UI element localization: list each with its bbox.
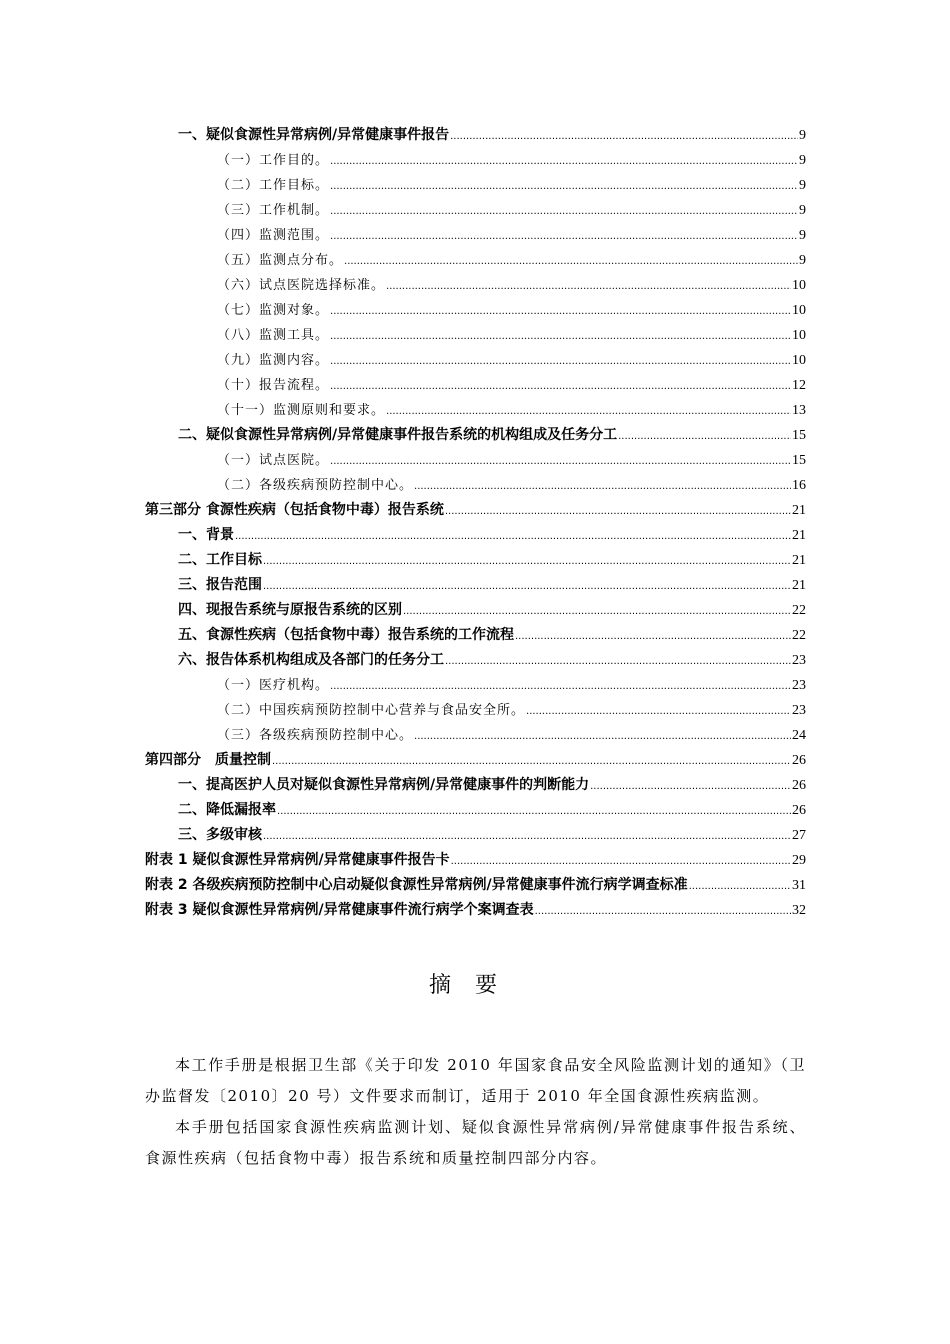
- toc-leader-dots: [451, 852, 791, 868]
- toc-leader-dots: [330, 453, 791, 468]
- toc-leader-dots: [414, 478, 791, 493]
- toc-entry[interactable]: [145, 599, 806, 624]
- toc-entry-title: （六）试点医院选择标准。: [217, 278, 386, 293]
- toc-leader-dots: [330, 178, 798, 193]
- toc-entry[interactable]: [145, 149, 806, 174]
- toc-leader-dots: [689, 877, 791, 893]
- toc-entry-page-number: 21: [792, 503, 806, 518]
- abstract-heading: 摘要: [428, 973, 521, 998]
- toc-leader-dots: [515, 627, 791, 643]
- toc-entry[interactable]: [145, 749, 806, 774]
- toc-entry-title: 五、食源性疾病（包括食物中毒）报告系统的工作流程: [178, 627, 514, 643]
- toc-leader-dots: [263, 827, 791, 843]
- toc-entry-page-number: 31: [792, 878, 806, 893]
- toc-entry-page-number: 10: [792, 353, 806, 368]
- toc-leader-dots: [263, 552, 791, 568]
- toc-entry-page-number: 23: [792, 703, 806, 718]
- toc-entry-page-number: 26: [792, 803, 806, 818]
- toc-entry-title: （一）试点医院。: [217, 453, 330, 468]
- toc-entry-title: 四、现报告系统与原报告系统的区别: [178, 602, 402, 618]
- toc-entry-page-number: 12: [792, 378, 806, 393]
- table-of-contents: [145, 124, 806, 924]
- toc-entry-title: 第四部分 质量控制: [145, 752, 271, 768]
- toc-entry-page-number: 10: [792, 278, 806, 293]
- toc-leader-dots: [330, 328, 791, 343]
- toc-entry-page-number: 27: [792, 828, 806, 843]
- toc-entry[interactable]: [145, 824, 806, 849]
- toc-entry[interactable]: [145, 549, 806, 574]
- toc-leader-dots: [330, 228, 798, 243]
- toc-entry-page-number: 15: [792, 428, 806, 443]
- abstract-paragraph: 本工作手册是根据卫生部《关于印发 2010 年国家食品安全风险监测计划的通知》（卫办监督发〔2010〕20 号）文件要求而制订，适用于 2010 年全国食源性疾病监测。: [145, 1056, 806, 1105]
- toc-leader-dots: [386, 403, 791, 418]
- toc-entry[interactable]: [145, 699, 806, 724]
- toc-leader-dots: [535, 902, 791, 918]
- toc-entry-page-number: 32: [792, 903, 806, 918]
- toc-entry-page-number: 16: [792, 478, 806, 493]
- toc-entry-title: 二、降低漏报率: [178, 802, 276, 818]
- toc-entry[interactable]: [145, 324, 806, 349]
- toc-entry-title: 三、多级审核: [178, 827, 262, 843]
- toc-leader-dots: [235, 527, 791, 543]
- toc-entry-page-number: 10: [792, 328, 806, 343]
- toc-leader-dots: [445, 652, 791, 668]
- toc-entry-page-number: 9: [799, 203, 806, 218]
- toc-entry[interactable]: [145, 274, 806, 299]
- toc-entry-title: （三）工作机制。: [217, 203, 330, 218]
- toc-entry[interactable]: [145, 624, 806, 649]
- toc-entry-title: 附表 2 各级疾病预防控制中心启动疑似食源性异常病例/异常健康事件流行病学调查标准: [145, 877, 688, 893]
- toc-entry-page-number: 29: [792, 853, 806, 868]
- toc-entry-title: （十）报告流程。: [217, 378, 330, 393]
- toc-entry-title: （十一）监测原则和要求。: [217, 403, 386, 418]
- toc-entry-page-number: 21: [792, 553, 806, 568]
- toc-leader-dots: [330, 678, 791, 693]
- toc-entry-page-number: 21: [792, 578, 806, 593]
- toc-entry-page-number: 9: [799, 178, 806, 193]
- toc-entry-title: 三、报告范围: [178, 577, 262, 593]
- toc-entry-title: （四）监测范围。: [217, 228, 330, 243]
- toc-entry[interactable]: [145, 124, 806, 149]
- toc-entry-title: （七）监测对象。: [217, 303, 330, 318]
- toc-entry-page-number: 26: [792, 753, 806, 768]
- toc-entry-title: 一、提高医护人员对疑似食源性异常病例/异常健康事件的判断能力: [178, 777, 590, 793]
- toc-entry[interactable]: [145, 849, 806, 874]
- toc-entry-title: （五）监测点分布。: [217, 253, 344, 268]
- toc-entry[interactable]: [145, 724, 806, 749]
- toc-entry[interactable]: [145, 374, 806, 399]
- toc-leader-dots: [618, 427, 791, 443]
- toc-entry-title: （二）各级疾病预防控制中心。: [217, 478, 414, 493]
- toc-entry-title: 附表 1 疑似食源性异常病例/异常健康事件报告卡: [145, 852, 450, 868]
- toc-entry-title: （一）医疗机构。: [217, 678, 330, 693]
- toc-leader-dots: [344, 253, 798, 268]
- toc-leader-dots: [450, 127, 798, 143]
- toc-entry-title: 二、疑似食源性异常病例/异常健康事件报告系统的机构组成及任务分工: [178, 427, 618, 443]
- toc-leader-dots: [414, 728, 791, 743]
- toc-entry-title: （二）工作目标。: [217, 178, 330, 193]
- toc-leader-dots: [445, 502, 791, 518]
- toc-entry-page-number: 9: [799, 253, 806, 268]
- toc-entry-page-number: 22: [792, 628, 806, 643]
- toc-entry-page-number: 9: [799, 153, 806, 168]
- toc-entry-title: （九）监测内容。: [217, 353, 330, 368]
- toc-entry[interactable]: [145, 474, 806, 499]
- toc-entry[interactable]: [145, 224, 806, 249]
- toc-leader-dots: [526, 703, 791, 718]
- toc-entry-title: （一）工作目的。: [217, 153, 330, 168]
- toc-leader-dots: [330, 378, 791, 393]
- toc-leader-dots: [330, 353, 791, 368]
- toc-entry-title: 一、疑似食源性异常病例/异常健康事件报告: [178, 127, 450, 143]
- toc-entry[interactable]: [145, 299, 806, 324]
- toc-entry-page-number: 21: [792, 528, 806, 543]
- toc-entry[interactable]: [145, 799, 806, 824]
- toc-entry-title: 附表 3 疑似食源性异常病例/异常健康事件流行病学个案调查表: [145, 902, 534, 918]
- toc-entry[interactable]: [145, 774, 806, 799]
- toc-entry-page-number: 26: [792, 778, 806, 793]
- toc-entry-page-number: 22: [792, 603, 806, 618]
- toc-entry-title: （三）各级疾病预防控制中心。: [217, 728, 414, 743]
- toc-entry[interactable]: [145, 674, 806, 699]
- toc-entry-title: 六、报告体系机构组成及各部门的任务分工: [178, 652, 444, 668]
- toc-entry[interactable]: [145, 249, 806, 274]
- toc-entry[interactable]: [145, 499, 806, 524]
- toc-entry[interactable]: [145, 449, 806, 474]
- toc-entry[interactable]: [145, 174, 806, 199]
- toc-entry-title: 一、背景: [178, 527, 234, 543]
- toc-entry-title: 二、工作目标: [178, 552, 262, 568]
- toc-leader-dots: [403, 602, 791, 618]
- toc-entry-page-number: 23: [792, 678, 806, 693]
- toc-entry[interactable]: [145, 874, 806, 899]
- toc-entry-title: （八）监测工具。: [217, 328, 330, 343]
- toc-leader-dots: [590, 777, 791, 793]
- toc-entry-page-number: 15: [792, 453, 806, 468]
- toc-entry-title: （二）中国疾病预防控制中心营养与食品安全所。: [217, 703, 526, 718]
- toc-entry-page-number: 13: [792, 403, 806, 418]
- toc-entry-page-number: 23: [792, 653, 806, 668]
- toc-entry-title: 第三部分 食源性疾病（包括食物中毒）报告系统: [145, 502, 444, 518]
- toc-entry-page-number: 24: [792, 728, 806, 743]
- toc-entry-page-number: 10: [792, 303, 806, 318]
- toc-leader-dots: [263, 577, 791, 593]
- toc-leader-dots: [386, 278, 791, 293]
- toc-leader-dots: [330, 153, 798, 168]
- toc-entry[interactable]: [145, 424, 806, 449]
- toc-entry-page-number: 9: [799, 128, 806, 143]
- toc-leader-dots: [272, 752, 791, 768]
- abstract-body: [145, 1050, 806, 1174]
- toc-entry[interactable]: [145, 649, 806, 674]
- toc-entry[interactable]: [145, 349, 806, 374]
- toc-entry[interactable]: [145, 574, 806, 599]
- toc-entry[interactable]: [145, 199, 806, 224]
- toc-leader-dots: [330, 203, 798, 218]
- abstract-paragraph: 本手册包括国家食源性疾病监测计划、疑似食源性异常病例/异常健康事件报告系统、食源性疾病（包括食物中毒）报告系统和质量控制四部分内容。: [145, 1118, 806, 1167]
- toc-entry[interactable]: [145, 524, 806, 549]
- toc-entry[interactable]: [145, 399, 806, 424]
- toc-entry[interactable]: [145, 899, 806, 924]
- toc-leader-dots: [330, 303, 791, 318]
- toc-entry-page-number: 9: [799, 228, 806, 243]
- toc-leader-dots: [277, 802, 791, 818]
